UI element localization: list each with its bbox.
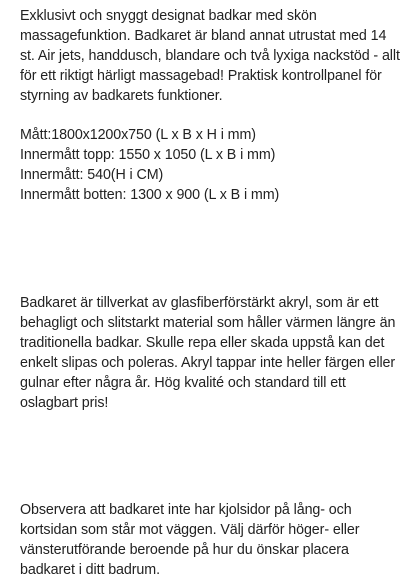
text-line: vänsterutförande beroende på hur du önskar placera (20, 542, 349, 558)
text-line: st. Air jets, handdusch, blandare och två lyxiga nackstöd - allt (20, 48, 400, 64)
text-line: massagefunktion. Badkaret är bland annat utrustat med 14 (20, 28, 387, 44)
description-intro-paragraph (20, 6, 400, 106)
text-line: för ett riktigt härligt massagebad! Praktisk kontrollpanel för (20, 68, 382, 84)
material-paragraph (20, 293, 396, 413)
dimension-line: Mått:1800x1200x750 (L x B x H i mm) (20, 127, 256, 143)
text-line: oslagbart pris! (20, 395, 109, 411)
text-line: badkaret i ditt badrum. (20, 562, 160, 578)
dimension-line: Innermått botten: 1300 x 900 (L x B i mm) (20, 187, 280, 203)
text-line: styrning av badkarets funktioner. (20, 88, 223, 104)
text-line: Exklusivt och snyggt designat badkar med skön (20, 8, 317, 24)
dimension-line: Innermått topp: 1550 x 1050 (L x B i mm) (20, 147, 276, 163)
text-line: kortsidan som står mot väggen. Välj därför höger- eller (20, 522, 360, 538)
text-line: behagligt och slitstarkt material som håller värmen längre än (20, 315, 396, 331)
text-line: Badkaret är tillverkat av glasfiberförstärkt akryl, som är ett (20, 295, 379, 311)
text-line: Observera att badkaret inte har kjolsidor på lång- och (20, 502, 352, 518)
dimension-line: Innermått: 540(H i CM) (20, 167, 164, 183)
text-line: traditionella badkar. Skulle repa eller skada uppstå kan det (20, 335, 385, 351)
text-line: enkelt slipas och poleras. Akryl tappar inte heller färgen eller (20, 355, 396, 371)
product-description (20, 6, 400, 580)
text-line: gulnar efter några år. Hög kvalité och standard till ett (20, 375, 346, 391)
dimensions-paragraph (20, 125, 392, 205)
installation-note-paragraph (20, 500, 392, 580)
